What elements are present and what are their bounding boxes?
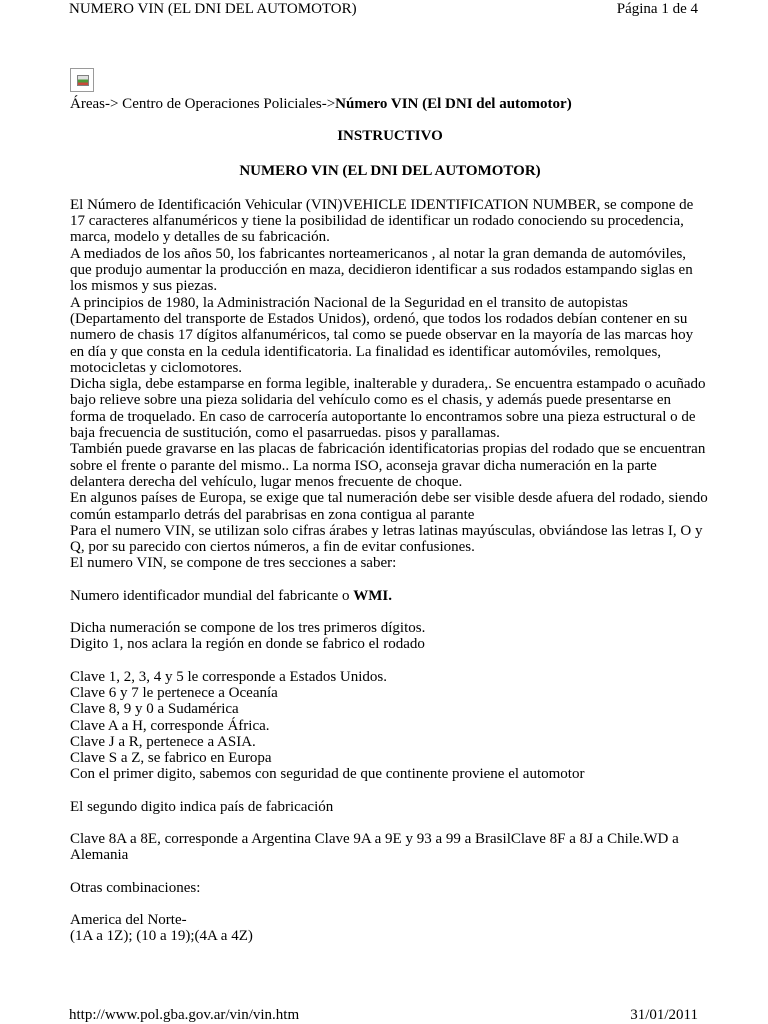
document-title: NUMERO VIN (EL DNI DEL AUTOMOTOR) <box>239 162 541 179</box>
intro-paragraph: Dicha sigla, debe estamparse en forma legible, inalterable y duradera,. Se encuentra estampado o acuñado bajo relieve sobre una pieza solidaria del vehículo como es el chasis, y además puede presentarse en forma de troquelado. En caso de carrocería autoportante lo encontramos sobre una pieza estructural o de baja frecuencia de sustitución, como el pasarruedas. pisos y parallamas. <box>70 376 706 442</box>
wmi-text: Numero identificador mundial del fabricante o <box>70 587 354 604</box>
segundo-digito: El segundo digito indica país de fabricación <box>70 798 334 815</box>
intro-paragraph: En algunos países de Europa, se exige que tal numeración debe ser visible desde afuera del rodado, siendo común estamparlo detrás del parabrisas en zona contigua al parante <box>70 490 708 523</box>
america-codes: (1A a 1Z); (10 a 19);(4A a 4Z) <box>70 928 253 945</box>
intro-paragraph: El Número de Identificación Vehicular (VIN)VEHICLE IDENTIFICATION NUMBER, se compone de 17 caracteres alfanuméricos y tiene la posibilidad de identificar un rodado conociendo su procedencia, marca, modelo y detalles de su fabricación. <box>70 196 694 246</box>
clave-line: Clave 6 y 7 le pertenece a Oceanía <box>70 684 278 701</box>
intro-paragraph: El numero VIN, se compone de tres secciones a saber: <box>70 555 397 572</box>
intro-paragraph: A mediados de los años 50, los fabricantes norteamericanos , al notar la gran demanda de automóviles, que produjo aumentar la producción en maza, decidieron identificar a sus rodados estampando siglas en los mismos y sus piezas. <box>70 245 693 295</box>
america-title: America del Norte- <box>70 911 187 928</box>
breadcrumb-current: Número VIN (El DNI del automotor) <box>335 96 572 112</box>
clave-line: Clave J a R, pertenece a ASIA. <box>70 733 256 750</box>
otras-combinaciones: Otras combinaciones: <box>70 879 201 896</box>
document-body <box>70 96 710 944</box>
wmi-line <box>70 588 710 604</box>
clave-line: Clave 8, 9 y 0 a Sudamérica <box>70 701 239 718</box>
image-glyph <box>77 75 89 86</box>
wmi-detail: Digito 1, nos aclara la región en donde se fabrico el rodado <box>70 636 425 653</box>
wmi-bold: WMI. <box>353 587 392 604</box>
wmi-detail: Dicha numeración se compone de los tres primeros dígitos. <box>70 620 426 637</box>
instructivo-heading: INSTRUCTIVO <box>337 128 443 145</box>
intro-paragraph: Para el numero VIN, se utilizan solo cifras árabes y letras latinas mayúsculas, obviándose las letras I, O y Q, por su parecido con ciertos números, a fin de evitar confusiones. <box>70 522 703 556</box>
clave-line: Con el primer digito, sabemos con seguridad de que continente proviene el automotor <box>70 766 585 783</box>
clave-line: Clave S a Z, se fabrico en Europa <box>70 750 272 767</box>
broken-image-icon <box>70 68 94 92</box>
page-number: Página 1 de 4 <box>616 1 698 17</box>
page-header <box>69 1 698 18</box>
clave-paises: Clave 8A a 8E, corresponde a Argentina Clave 9A a 9E y 93 a 99 a BrasilClave 8F a 8J a Chile.WD a Alemania <box>70 830 679 864</box>
footer-url: http://www.pol.gba.gov.ar/vin/vin.htm <box>69 1007 300 1023</box>
clave-line: Clave 1, 2, 3, 4 y 5 le corresponde a Estados Unidos. <box>70 668 388 685</box>
header-title: NUMERO VIN (EL DNI DEL AUTOMOTOR) <box>69 1 357 17</box>
breadcrumb-prefix: Áreas-> Centro de Operaciones Policiales-> <box>70 96 336 112</box>
clave-line: Clave A a H, corresponde África. <box>70 717 270 734</box>
page-footer <box>69 1007 698 1024</box>
intro-paragraph: También puede gravarse en las placas de fabricación identificatorias propias del rodado que se encuentran sobre el frente o parante del mismo.. La norma ISO, aconseja gravar dicha numeración en la parte delantera derecha del vehículo, lugar menos frecuente de choque. <box>70 441 706 490</box>
footer-date: 31/01/2011 <box>630 1007 698 1023</box>
breadcrumb <box>70 96 710 112</box>
intro-paragraph: A principios de 1980, la Administración Nacional de la Seguridad en el transito de autopistas (Departamento del transporte de Estados Unidos), ordenó, que todos los rodados debían contener en su numero de chasis 17 dígitos alfanuméricos, tal como se puede observar en la mayoría de las marcas hoy en día y que consta en la cedula identificatoria. La finalidad es identificar automóviles, remolques, motocicletas y ciclomotores. <box>70 294 694 376</box>
